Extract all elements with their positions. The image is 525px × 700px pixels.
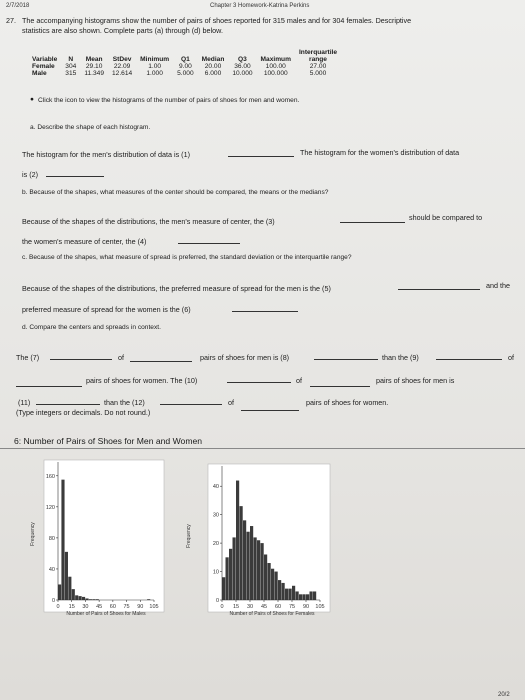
y-axis-label: Frequency [186,524,192,548]
part-d-line1-d: than the (9) [382,353,419,362]
table-cell: 100.00 [265,63,286,70]
answer-12b-field[interactable] [241,404,299,411]
part-d-line1-b: of [118,353,124,362]
histogram-bar [222,577,225,600]
histogram-bar [65,552,68,600]
table-cell: 5.000 [309,70,327,77]
answer-3-field[interactable] [340,216,405,223]
click-note: Click the icon to view the histograms of the number of pairs of shoes for men and women. [38,97,300,104]
x-tick-label: 15 [232,604,240,610]
x-tick-label: 30 [246,604,254,610]
y-axis-label: Frequency [30,522,36,546]
y-tick-label: 40 [48,566,55,573]
histogram-bar [254,537,257,600]
table-cell: 27.00 [309,63,327,70]
histogram-bar [268,563,271,600]
histogram-icon[interactable]: ● [30,96,34,103]
histogram-bar [75,595,78,600]
page-header-title: Chapter 3 Homework-Katrina Perkins [210,3,310,9]
male-histogram [30,460,164,617]
histogram-bar [292,586,295,600]
part-d-line1-c: pairs of shoes for men is (8) [200,353,290,362]
part-b-line1-right: should be compared to [409,213,483,222]
part-a-line1-right: The histogram for the women's distribution of data [300,148,460,157]
print-date: 2/7/2018 [6,3,30,9]
table-header: N [68,56,74,63]
x-tick-label: 105 [315,604,325,610]
histogram-bar [240,506,243,600]
histogram-bar [313,591,316,600]
y-tick-label: 30 [212,512,219,519]
x-tick-label: 90 [137,604,144,610]
histogram-bar [296,591,299,600]
table-header-iqr [295,49,341,63]
x-tick-label: 60 [109,604,116,610]
histogram-bar [250,526,253,600]
part-d-line1-e: of [508,353,514,362]
table-header: Maximum [260,56,291,63]
female-histogram [186,464,330,617]
table-cell: 6.000 [204,70,222,77]
answer-12-field[interactable] [160,398,222,405]
histogram-bar [285,589,288,600]
x-tick-label: 15 [68,604,75,610]
x-tick-label: 45 [96,604,103,610]
table-cell: 9.00 [178,63,192,70]
histogram-bar [233,537,236,600]
answer-8-field[interactable] [314,353,378,360]
table-cell: 10.000 [232,70,253,77]
x-tick-label: 0 [56,604,60,610]
answer-9-field[interactable] [436,353,502,360]
x-axis-label: Number of Pairs of Shoes for Females [229,611,315,617]
histogram-bar [289,589,292,600]
answer-10b-field[interactable] [310,380,370,387]
part-b-prompt: b. Because of the shapes, what measures of the center should be compared, the means or the medians? [22,189,329,196]
table-header: Q3 [238,56,247,63]
table-row [32,63,341,70]
y-tick-label: 20 [212,541,219,548]
problem-intro-1: The accompanying histograms show the number of pairs of shoes reported for 315 males and for 304 females. Descriptive [22,16,412,25]
table-header: Q1 [180,56,190,63]
table-cell: 36.00 [234,63,251,70]
part-d-prompt: d. Compare the centers and spreads in context. [22,324,161,331]
table-header: Median [201,56,225,63]
table-cell: 315 [65,70,77,77]
histogram-bar [271,569,274,600]
part-d-line1-a: The (7) [16,353,40,362]
histogram-bar [257,540,260,600]
section-divider [0,448,525,449]
table-cell: 1.000 [146,70,163,77]
part-b-line2: the women's measure of center, the (4) [22,237,147,246]
input-note: (Type integers or decimals. Do not round.) [16,408,151,417]
answer-2-field[interactable] [46,170,104,177]
part-c-line1-left: Because of the shapes of the distributions, the preferred measure of spread for the men is the (5) [22,284,331,293]
part-b-line1-left: Because of the shapes of the distributions, the men's measure of center, the (3) [22,217,275,226]
answer-7b-field[interactable] [130,355,192,362]
descriptive-stats-table [32,49,341,77]
part-d-line3-a: (11) [18,398,31,407]
table-cell: 5.000 [177,70,194,77]
histogram-bar [303,594,306,600]
x-tick-label: 90 [302,604,310,610]
part-d-line3-c: of [228,398,234,407]
answer-7-field[interactable] [50,353,112,360]
iqr-header-line2: range [309,56,327,63]
histogram-bar [310,591,313,600]
y-tick-label: 120 [45,504,55,511]
histogram-bar [79,596,82,600]
table-cell: 22.09 [113,63,131,70]
table-header: Mean [85,56,103,63]
answer-6-field[interactable] [232,305,298,312]
y-tick-label: 10 [212,569,219,576]
table-header: StDev [112,56,132,63]
table-cell: 100.000 [263,70,288,77]
table-cell: Male [32,70,47,77]
y-tick-label: 160 [45,473,55,480]
table-header: Variable [32,56,58,63]
page-number: 20/2 [498,692,510,698]
answer-4-field[interactable] [178,237,240,244]
x-axis-label: Number of Pairs of Shoes for Males [66,611,146,617]
histogram-bar [68,577,71,600]
answer-11-field[interactable] [36,398,100,405]
histogram-bar [72,589,75,600]
part-d-line2-b: of [296,376,302,385]
part-c-line1-right: and the [486,281,510,290]
table-cell: 20.00 [204,63,222,70]
problem-number: 27. [6,16,16,25]
histogram-bar [61,480,64,600]
histogram-bar [58,584,61,600]
table-cell: Female [32,63,55,70]
histogram-bar [243,520,246,600]
table-cell: 29.10 [85,63,103,70]
part-d-line3-d: pairs of shoes for women. [306,398,389,407]
histogram-bar [226,557,229,600]
part-a-line1-left: The histogram for the men's distribution of data is (1) [22,150,190,159]
x-tick-label: 75 [288,604,296,610]
table-cell: 1.00 [148,63,162,70]
answer-5-field[interactable] [398,283,480,290]
histogram-bar [229,549,232,600]
table-header-row [32,49,341,63]
part-d-line2-c: pairs of shoes for men is [376,376,455,385]
histogram-bar [278,580,281,600]
y-tick-label: 80 [48,535,55,542]
part-d-line2-a: pairs of shoes for women. The (10) [86,376,198,385]
y-tick-label: 40 [212,484,219,491]
histogram-bar [264,554,267,600]
histogram-bar [306,594,309,600]
histogram-bar [282,583,285,600]
answer-10-field[interactable] [227,376,291,383]
answer-1-field[interactable] [228,150,294,157]
table-cell: 11.349 [84,70,104,77]
y-tick-label: 0 [51,598,55,604]
histogram-bar [299,594,302,600]
histogram-bar [261,543,264,600]
x-tick-label: 30 [82,604,89,610]
histogram-bar [82,597,85,600]
part-d-line3-b: than the (12) [104,398,145,407]
table-cell: 304 [65,63,77,70]
histogram-bar [275,572,278,600]
part-c-line2: preferred measure of spread for the women is the (6) [22,305,191,314]
histogram-bar [247,532,250,600]
part-a-prompt: a. Describe the shape of each histogram. [30,124,151,131]
table-cell: 12.614 [112,70,133,77]
answer-9b-field[interactable] [16,380,82,387]
histogram-bar [236,481,239,600]
part-c-prompt: c. Because of the shapes, what measure of spread is preferred, the standard deviation or the interquartile range? [22,254,352,261]
x-tick-label: 60 [274,604,282,610]
table-row [32,70,341,77]
histograms-figure [0,452,525,650]
y-tick-label: 0 [215,598,219,604]
x-tick-label: 45 [260,604,268,610]
histogram-section-title: 6: Number of Pairs of Shoes for Men and Women [14,436,203,446]
problem-intro-2: statistics are also shown. Complete parts (a) through (d) below. [22,26,223,35]
x-tick-label: 105 [149,604,159,610]
x-tick-label: 0 [220,604,224,610]
x-tick-label: 75 [123,604,130,610]
iqr-header-line1: Interquartile [298,49,338,56]
table-header: Minimum [140,56,170,63]
part-a-line2: is (2) [22,170,38,179]
